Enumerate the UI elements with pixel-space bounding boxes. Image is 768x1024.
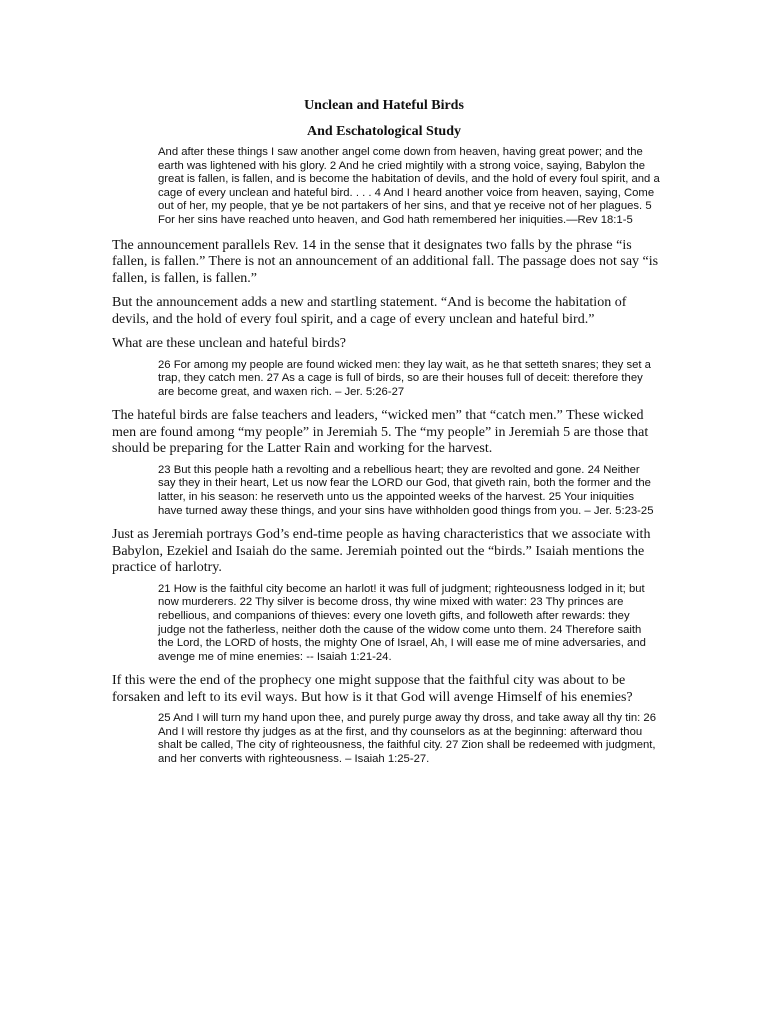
body-paragraph: But the announcement adds a new and startling statement. “And is become the habitation of devils, and the hold of every foul spirit, and a cage of every unclean and hateful bird.” (112, 295, 627, 327)
document-subtitle: And Eschatological Study (306, 124, 462, 139)
body-paragraph: If this were the end of the prophecy one might suppose that the faithful city was about to be forsaken and left to its evil ways. But how is it that God will avenge Himself of his enemies? (112, 673, 633, 705)
scripture-quote-rev-18: And after these things I saw another angel come down from heaven, having great power; and the earth was lightened with his glory. 2 And he cried mightily with a strong voice, saying, Babylon the great is fallen, is fallen, and is become the habitation of devils, and the hold of every foul spirit, and a cage of every unclean and hateful bird. . . . 4 And I heard another voice from heaven, saying, Come out of her, my people, that ye be not partakers of her sins, and that ye receive not of her plagues. 5 For her sins have reached unto heaven, and God hath remembered her iniquities.—Rev 18:1-5 (158, 146, 660, 226)
scripture-quote-jer-5-23: 23 But this people hath a revolting and a rebellious heart; they are revolted and gone. 24 Neither say they in their heart, Let us now fear the LORD our God, that giveth rain, both the former and the latter, in his season: he reserveth unto us the appointed weeks of the harvest. 25 Your iniquities have turned away these things, and your sins have withholden good things from you. – Jer. 5:23-25 (158, 463, 654, 517)
body-paragraph: The announcement parallels Rev. 14 in the sense that it designates two falls by the phrase “is fallen, is fallen.” There is not an announcement of an additional fall. The passage does not say “is fallen, is fallen, is fallen.” (112, 237, 659, 286)
document-title: Unclean and Hateful Birds (304, 98, 464, 113)
scripture-quote-isaiah-1-21: 21 How is the faithful city become an harlot! it was full of judgment; righteousness lodged in it; but now murderers. 22 Thy silver is become dross, thy wine mixed with water: 23 Thy princes are rebellious, and companions of thieves: every one loveth gifts, and followeth after rewards: they judge not the fatherless, neither doth the cause of the widow come unto them. 24 Therefore saith the Lord, the LORD of hosts, the mighty One of Israel, Ah, I will ease me of mine adversaries, and avenge me of mine enemies: -- Isaiah 1:21-24. (158, 582, 646, 663)
scripture-quote-isaiah-1-25: 25 And I will turn my hand upon thee, and purely purge away thy dross, and take away all thy tin: 26 And I will restore thy judges as at the first, and thy counselors as at the beginning: afterward thou shalt be called, The city of righteousness, the faithful city. 27 Zion shall be redeemed with judgment, and her converts with righteousness. – Isaiah 1:25-27. (158, 712, 656, 766)
scripture-quote-jer-5-26: 26 For among my people are found wicked men: they lay wait, as he that setteth snares; they set a trap, they catch men. 27 As a cage is full of birds, so are their houses full of deceit: therefore they are become great, and waxen rich. – Jer. 5:26-27 (158, 358, 651, 398)
body-paragraph: Just as Jeremiah portrays God’s end-time people as having characteristics that we associate with Babylon, Ezekiel and Isaiah do the same. Jeremiah pointed out the “birds.” Isaiah mentions the practice of harlotry. (112, 527, 651, 576)
document-body (112, 146, 660, 767)
body-paragraph: What are these unclean and hateful birds? (112, 336, 347, 352)
body-paragraph: The hateful birds are false teachers and leaders, “wicked men” that “catch men.” These wicked men are found among “my people” in Jeremiah 5. The “my people” in Jeremiah 5 are those that should be preparing for the Latter Rain and working for the harvest. (112, 408, 649, 457)
